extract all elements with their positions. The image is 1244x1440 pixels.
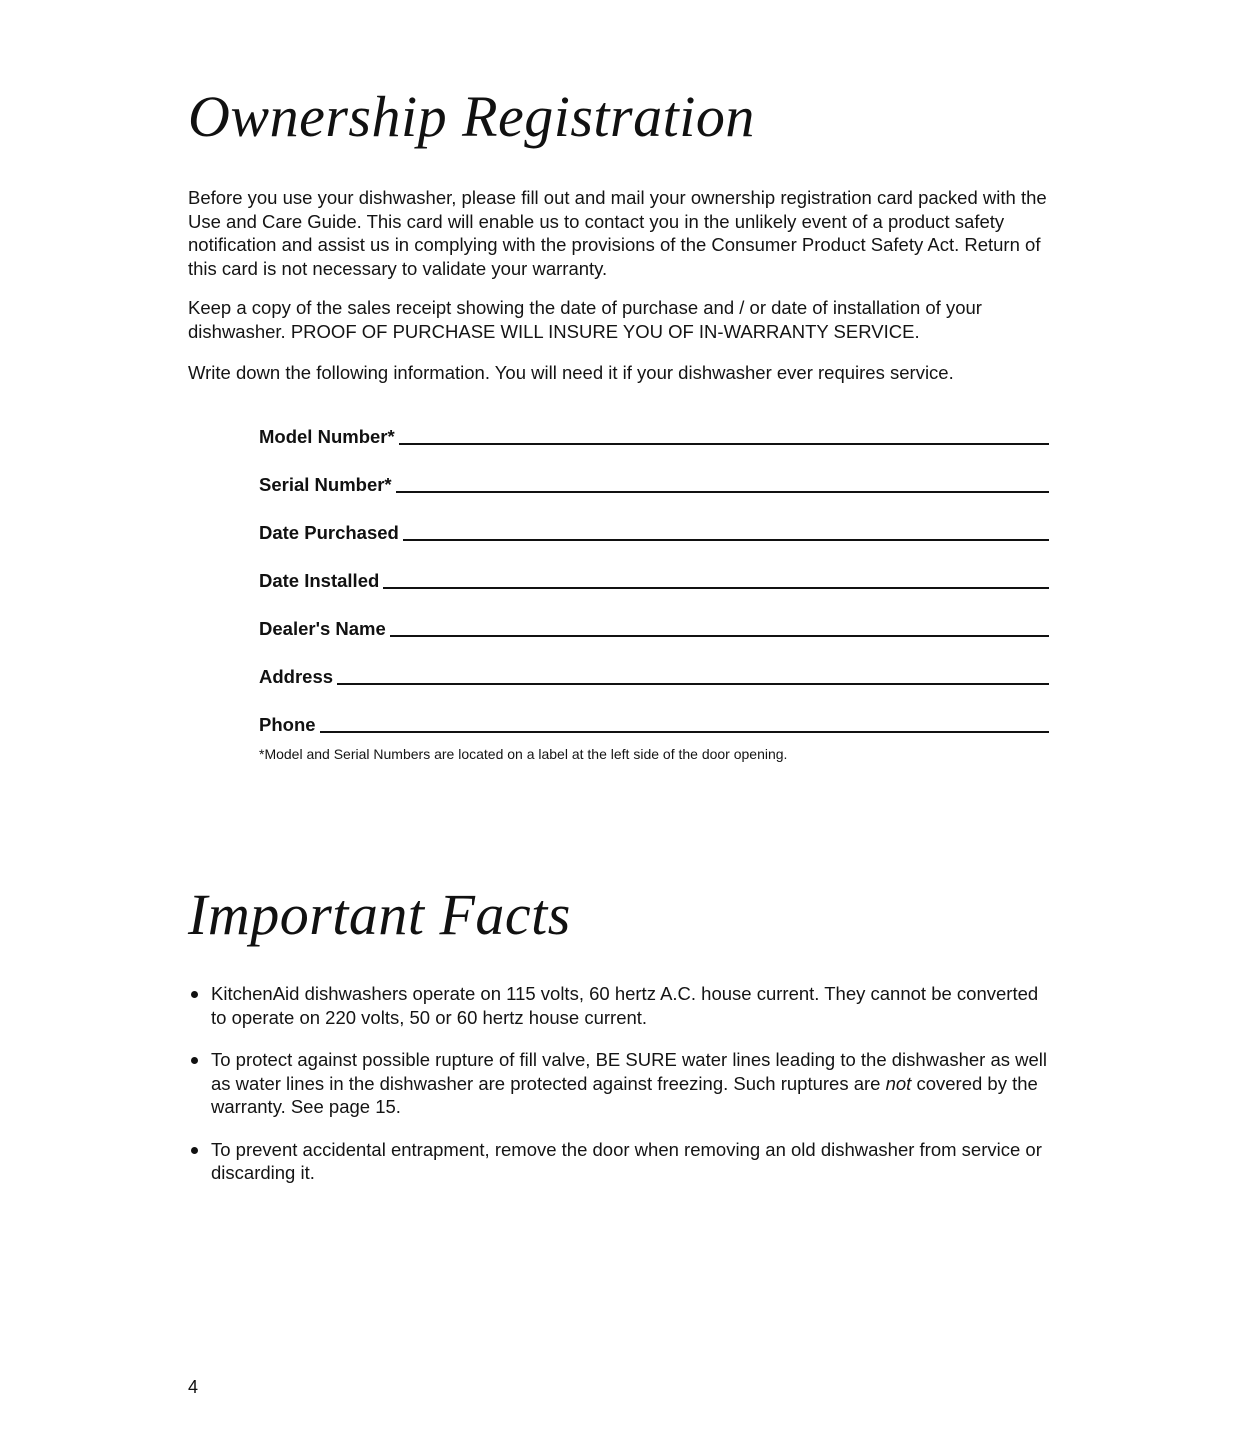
model-number-field[interactable] <box>399 443 1049 445</box>
bullet-icon <box>191 1057 198 1064</box>
bullet-icon <box>191 991 198 998</box>
date-installed-field[interactable] <box>383 587 1049 589</box>
fact-text-before: To protect against possible rupture of fill valve, BE SURE water lines leading to the dishwasher as well as water lines in the dishwasher are protected against freezing. Such ruptures are <box>211 1049 1048 1094</box>
page-number: 4 <box>188 1377 199 1397</box>
serial-location-footnote: *Model and Serial Numbers are located on a label at the left side of the door opening. <box>259 746 788 762</box>
phone-label: Phone <box>259 714 316 735</box>
fact-text: KitchenAid dishwashers operate on 115 volts, 60 hertz A.C. house current. They cannot be converted to operate on 220 volts, 50 or 60 hertz house current. <box>211 983 1039 1028</box>
write-down-paragraph: Write down the following information. You will need it if your dishwasher ever requires service. <box>188 362 954 383</box>
serial-number-field[interactable] <box>396 491 1049 493</box>
form-row-dealers-name <box>259 616 1049 640</box>
form-row-phone <box>259 712 1049 736</box>
bullet-icon <box>191 1147 198 1154</box>
date-installed-label: Date Installed <box>259 570 380 591</box>
dealers-name-label: Dealer's Name <box>259 618 386 639</box>
dealers-name-field[interactable] <box>390 635 1049 637</box>
registration-card-paragraph: Before you use your dishwasher, please fill out and mail your ownership registration card packed with the Use and Care Guide. This card will enable us to contact you in the unlikely event of a product safety notification and assist us in complying with the provisions of the Consumer Product Safety Act. Return of this card is not necessary to validate your warranty. <box>188 187 1047 279</box>
form-row-serial-number <box>259 472 1049 496</box>
list-item <box>188 1138 1058 1185</box>
phone-field[interactable] <box>320 731 1049 733</box>
form-row-date-purchased <box>259 520 1049 544</box>
date-purchased-field[interactable] <box>403 539 1049 541</box>
important-facts-heading: Important Facts <box>188 882 571 947</box>
form-row-date-installed <box>259 568 1049 592</box>
ownership-registration-heading: Ownership Registration <box>188 84 755 149</box>
address-field[interactable] <box>337 683 1049 685</box>
fact-text: To prevent accidental entrapment, remove the door when removing an old dishwasher from service or discarding it. <box>211 1138 1042 1183</box>
date-purchased-label: Date Purchased <box>259 522 399 543</box>
fact-emphasis: not <box>885 1072 912 1094</box>
important-facts-list <box>188 982 1058 1204</box>
sales-receipt-paragraph: Keep a copy of the sales receipt showing the date of purchase and / or date of installation of your dishwasher. PROOF OF PURCHASE WILL INSURE YOU OF IN-WARRANTY SERVICE. <box>188 297 982 342</box>
registration-form <box>259 424 1049 760</box>
serial-number-label: Serial Number* <box>259 474 392 495</box>
list-item <box>188 1048 1058 1119</box>
address-label: Address <box>259 666 334 687</box>
fact-text-after: covered by the warranty. See page 15. <box>211 1072 1038 1117</box>
form-row-address <box>259 664 1049 688</box>
form-row-model-number <box>259 424 1049 448</box>
list-item <box>188 982 1058 1029</box>
model-number-label: Model Number* <box>259 426 395 447</box>
